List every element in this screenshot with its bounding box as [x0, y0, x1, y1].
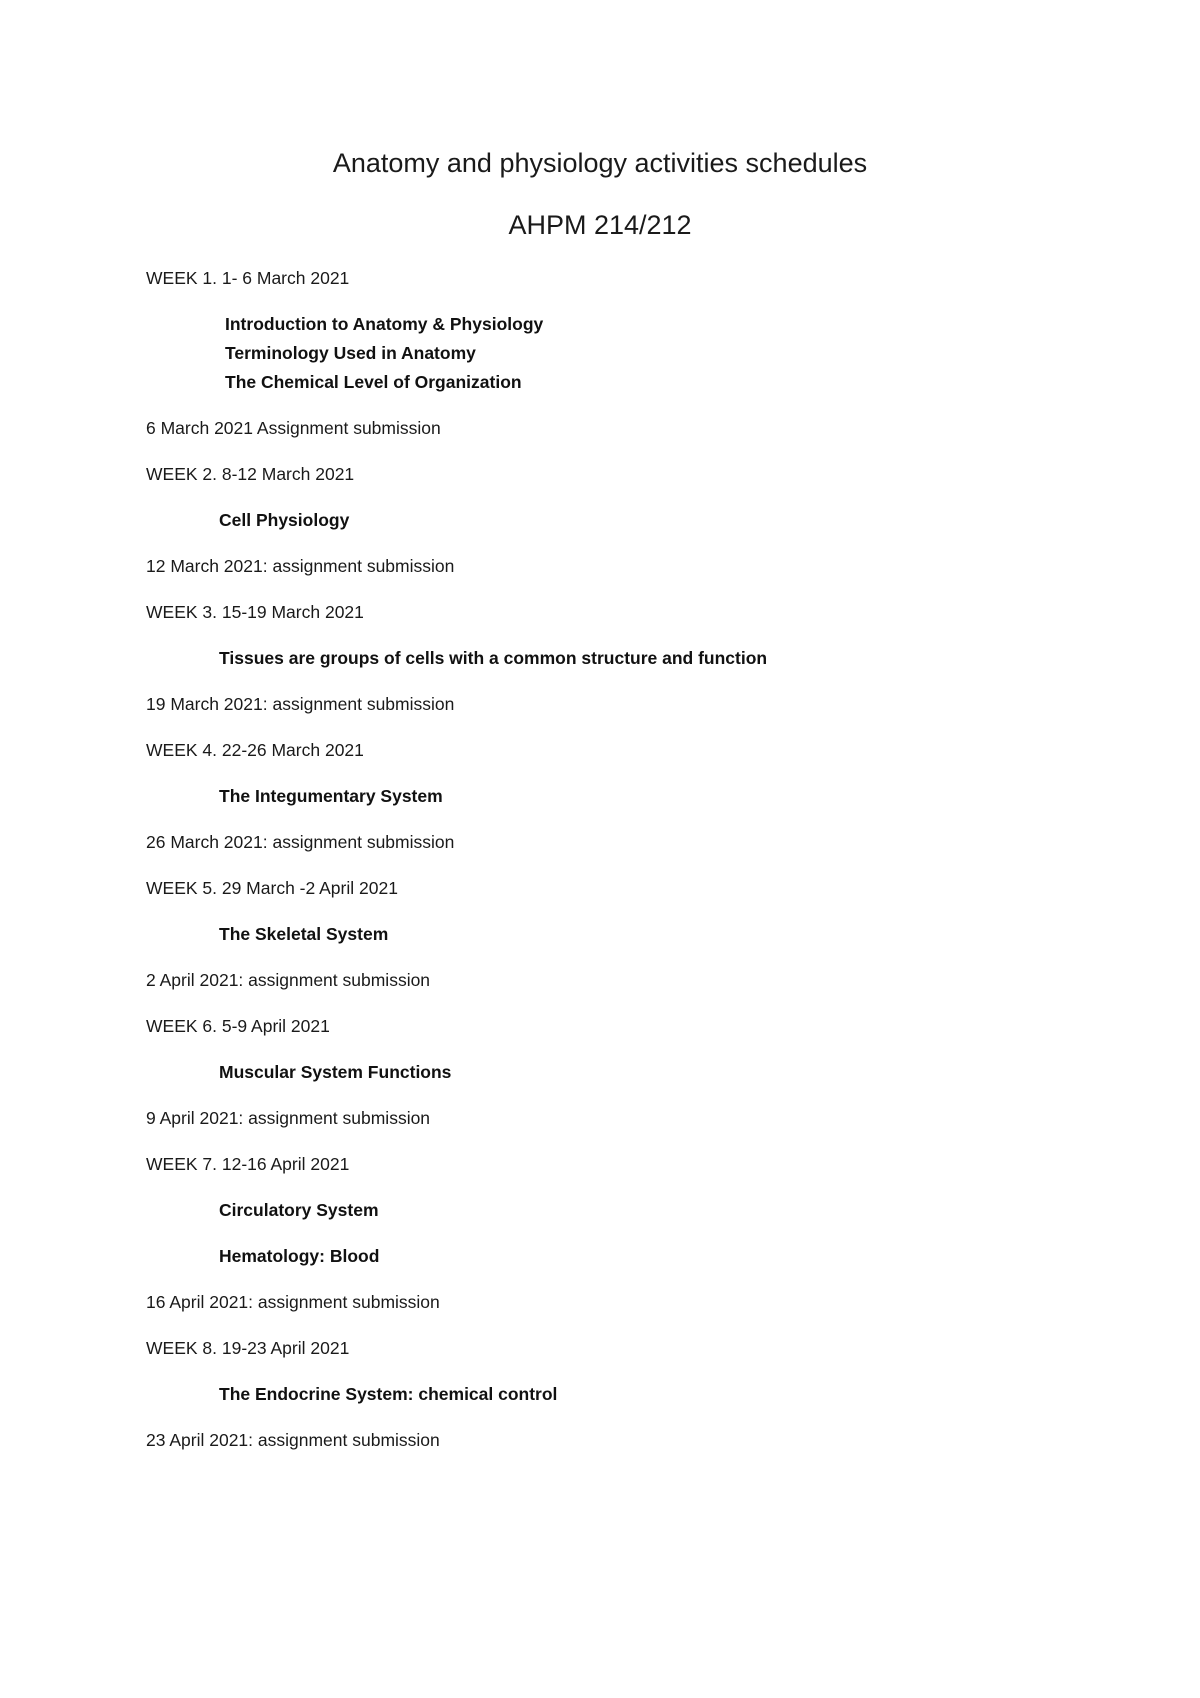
- topic-item: Hematology: Blood: [219, 1246, 380, 1266]
- week-heading: WEEK 3. 15-19 March 2021: [146, 602, 364, 622]
- week-heading: WEEK 6. 5-9 April 2021: [146, 1016, 330, 1036]
- submission-date: 26 March 2021: assignment submission: [146, 832, 455, 852]
- submission-date: 9 April 2021: assignment submission: [146, 1108, 431, 1128]
- week-heading: WEEK 4. 22-26 March 2021: [146, 740, 364, 760]
- submission-date: 6 March 2021 Assignment submission: [146, 418, 441, 438]
- topic-item: Introduction to Anatomy & Physiology: [225, 314, 544, 334]
- week-heading: WEEK 7. 12-16 April 2021: [146, 1154, 350, 1174]
- submission-date: 19 March 2021: assignment submission: [146, 694, 455, 714]
- document-title: Anatomy and physiology activities schedules: [332, 148, 868, 178]
- topic-item: Circulatory System: [219, 1200, 379, 1220]
- topic-item: Tissues are groups of cells with a common structure and function: [219, 648, 768, 668]
- topic-item: The Integumentary System: [219, 786, 443, 806]
- topic-item: The Chemical Level of Organization: [225, 372, 522, 392]
- week-heading: WEEK 1. 1- 6 March 2021: [146, 268, 350, 288]
- topic-item: The Endocrine System: chemical control: [219, 1384, 558, 1404]
- topic-item: Terminology Used in Anatomy: [225, 343, 476, 363]
- week-heading: WEEK 8. 19-23 April 2021: [146, 1338, 350, 1358]
- submission-date: 2 April 2021: assignment submission: [146, 970, 431, 990]
- week-heading: WEEK 2. 8-12 March 2021: [146, 464, 355, 484]
- submission-date: 12 March 2021: assignment submission: [146, 556, 455, 576]
- topic-item: Muscular System Functions: [219, 1062, 452, 1082]
- submission-date: 16 April 2021: assignment submission: [146, 1292, 440, 1312]
- course-code: AHPM 214/212: [508, 210, 692, 240]
- topic-item: Cell Physiology: [219, 510, 350, 530]
- week-heading: WEEK 5. 29 March -2 April 2021: [146, 878, 398, 898]
- topic-item: The Skeletal System: [219, 924, 389, 944]
- submission-date: 23 April 2021: assignment submission: [146, 1430, 440, 1450]
